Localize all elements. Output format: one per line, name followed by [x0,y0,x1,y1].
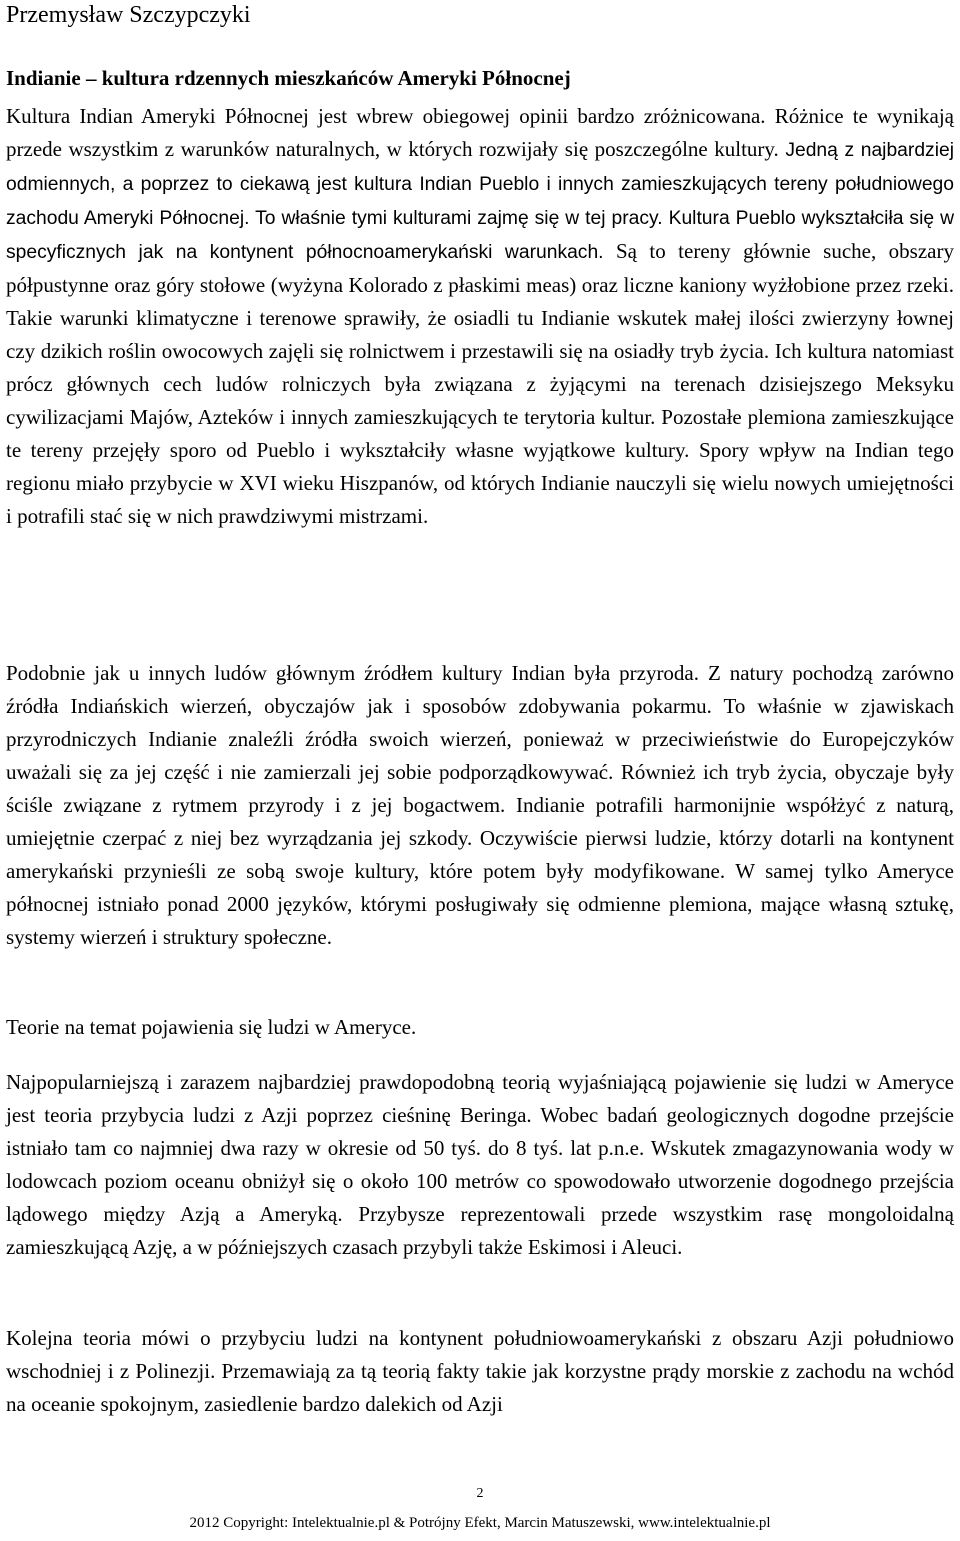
paragraph-bering-theory: Najpopularniejszą i zarazem najbardziej prawdopodobną teorią wyjaśniającą pojawienie się ludzi w Ameryce jest teoria przybycia ludzi z Azji poprzez cieśninę Beringa. Wobec badań geologicznych dogodne przejście istniało tam co najmniej dwa razy w okresie od 50 tyś. do 8 tyś. lat p.n.e. Wskutek zmagazynowania wody w lodowcach poziom oceanu obniżył się o około 100 metrów co spowodowało utworzenie dogodnego przejścia lądowego między Azją a Ameryką. Przybysze reprezentowali przede wszystkim rasę mongoloidalną zamieszkującą Azję, a w późniejszych czasach przybyli także Eskimosi i Aleuci. [6,1070,954,1259]
paragraph-intro-part2: Jedną z najbardziej odmiennych, a poprzez to ciekawą jest kultura Indian Pueblo i innych zamieszkujących tereny południowego zachodu Ameryki Północnej. To właśnie tymi kulturami zajmę się w tej pracy. Kultura Pueblo wykształciła się w specyficznych jak na kontynent północnoamerykański warunkach. [6,140,954,263]
copyright-footer: 2012 Copyright: Intelektualnie.pl & Potrójny Efekt, Marcin Matuszewski, www.intelektualnie.pl [189,1515,771,1531]
paragraph-polynesia-theory: Kolejna teoria mówi o przybyciu ludzi na kontynent południowoamerykański z obszaru Azji południowo wschodniej i z Polinezji. Przemawiają za tą teorią fakty takie jak korzystne prądy morskie z zachodu na wchód na oceanie spokojnym, zasiedlenie bardzo dalekich od Azji [6,1326,954,1416]
author-name: Przemysław Szczypczyki [6,2,251,28]
paragraph-intro-part1: Kultura Indian Ameryki Północnej jest wbrew obiegowej opinii bardzo zróżnicowana. Różnice te wynikają przede wszystkim z warunków naturalnych, w których rozwijały się poszczególne kultury. [6,104,954,161]
paragraph-intro [6,100,954,533]
page-number: 2 [476,1486,484,1501]
section-heading-theories: Teorie na temat pojawienia się ludzi w Ameryce. [6,1015,417,1039]
paragraph-nature: Podobnie jak u innych ludów głównym źródłem kultury Indian była przyroda. Z natury pochodzą zarówno źródła Indiańskich wierzeń, obyczajów jak i sposobów zdobywania pokarmu. To właśnie w zjawiskach przyrodniczych Indianie znaleźli źródła swoich wierzeń, ponieważ w przeciwieństwie do Europejczyków uważali się za jej część i nie zamierzali jej sobie podporządkowywać. Również ich tryb życia, obyczaje były ściśle związane z rytmem przyrody i z jej bogactwem. Indianie potrafili harmonijnie współżyć z naturą, umiejętnie czerpać z niej bez wyrządzania jej szkody. Oczywiście pierwsi ludzie, którzy dotarli na kontynent amerykański przynieśli ze sobą swoje kultury, które potem były modyfikowane. W samej tylko Ameryce północnej istniało ponad 2000 języków, którymi posługiwały się odmienne plemiona, mające własną sztukę, systemy wierzeń i struktury społeczne. [6,661,954,949]
document-title: Indianie – kultura rdzennych mieszkańców Ameryki Północnej [6,66,571,90]
paragraph-intro-part3: Są to tereny głównie suche, obszary półpustynne oraz góry stołowe (wyżyna Kolorado z płaskimi meas) oraz liczne kaniony wyżłobione przez rzeki. Takie warunki klimatyczne i terenowe sprawiły, że osiadli tu Indianie wskutek małej ilości zwierzyny łownej czy dzikich roślin owocowych zajęli się rolnictwem i przestawili się na osiadły tryb życia. Ich kultura natomiast prócz głównych cech ludów rolniczych była związana z żyjącymi na terenach dzisiejszego Meksyku cywilizacjami Majów, Azteków i innych zamieszkujących te terytoria kultur. Pozostałe plemiona zamieszkujące te tereny przejęły sporo od Pueblo i wykształciły własne wyjątkowe kultury. Spory wpływ na Indian tego regionu miało przybycie w XVI wieku Hiszpanów, od których Indianie nauczyli się wielu nowych umiejętności i potrafili stać się w nich prawdziwymi mistrzami. [6,239,954,528]
